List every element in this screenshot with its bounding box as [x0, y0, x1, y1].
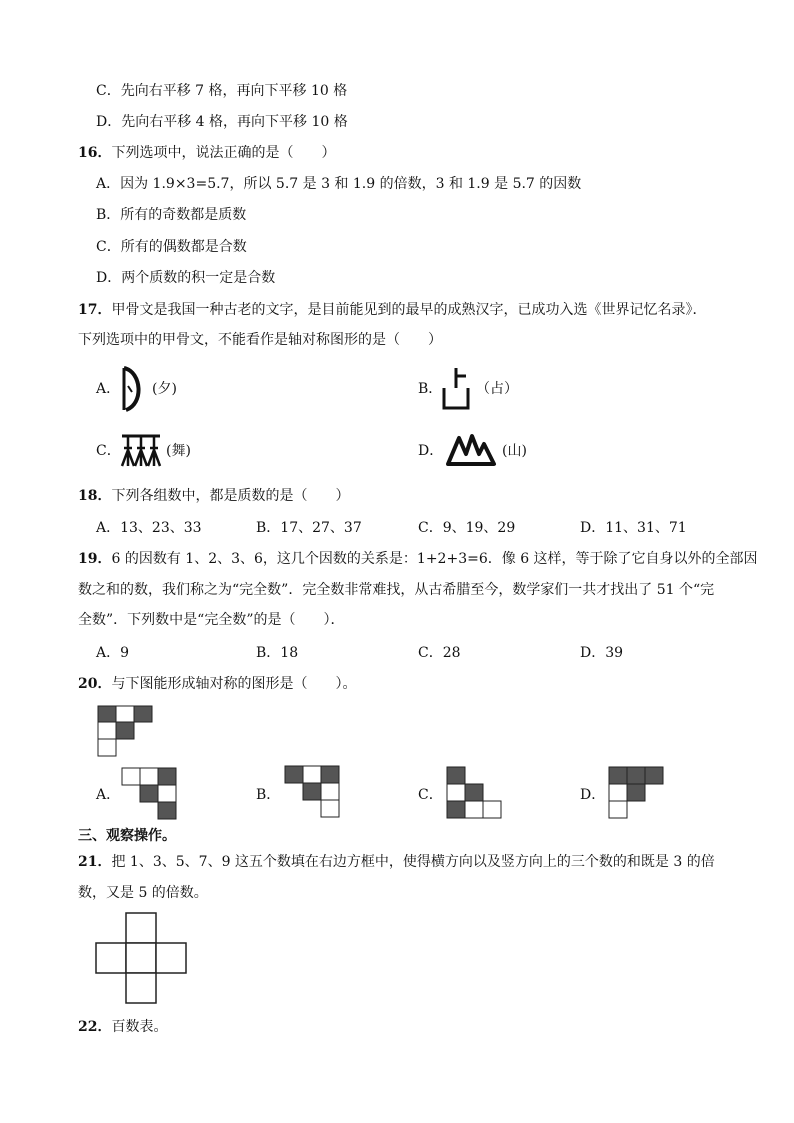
q22-text: 百数表。 — [111, 1019, 168, 1035]
section-3-title: 三、观察操作。 — [78, 828, 176, 844]
q22-number: 22． — [78, 1019, 112, 1035]
q17-option-b-label: B． — [418, 381, 443, 397]
q20-option-c-figure — [446, 766, 502, 820]
q20-option-d-figure — [608, 766, 664, 820]
q20-option-c-label: C． — [418, 787, 443, 803]
q21-number: 21． — [78, 854, 112, 870]
q16-number: 16． — [78, 145, 112, 161]
q21-stem-line1 — [78, 852, 715, 872]
q17-option-c-char: (舞) — [166, 443, 191, 459]
q19-option-d: D．39 — [580, 645, 624, 661]
q15-option-d: D．先向右平移 4 格，再向下平移 10 格 — [96, 114, 348, 130]
q17-text-1: 甲骨文是我国一种古老的文字，是目前能见到的最早的成熟汉字，已成功入选《世界记忆名录》． — [111, 302, 707, 318]
q21-text-1: 把 1、3、5、7、9 这五个数填在右边方框中，使得横方向以及竖方向上的三个数的和既是 3 的倍 — [111, 854, 715, 870]
q19-text-1: 6 的因数有 1、2、3、6，这几个因数的关系是：1+2+3=6．像 6 这样，等于除了它自身以外的全部因 — [111, 551, 758, 567]
q17-option-c-label: C． — [96, 443, 121, 459]
q17-option-a-char: (夕) — [152, 381, 177, 397]
q20-option-a-label: A． — [96, 787, 121, 803]
q17-number: 17． — [78, 302, 112, 318]
q19-option-b: B．18 — [256, 645, 299, 661]
q22-stem — [78, 1017, 167, 1037]
q18-stem — [78, 486, 349, 506]
q20-option-b-figure — [284, 765, 340, 819]
q20-reference-figure — [97, 705, 153, 757]
oracle-zhan-glyph — [440, 366, 472, 412]
q20-number: 20． — [78, 676, 112, 692]
q17-option-d-char: (山) — [502, 443, 527, 459]
q20-option-d-label: D． — [580, 787, 606, 803]
q20-option-b-label: B． — [256, 787, 281, 803]
oracle-shan-glyph — [446, 434, 496, 468]
q16-text: 下列选项中，说法正确的是（ ） — [111, 145, 336, 161]
q19-stem-line3: 全数”．下列数中是“完全数”的是（ ）． — [78, 612, 345, 628]
q18-text: 下列各组数中，都是质数的是（ ） — [111, 488, 350, 504]
q17-option-d-label: D． — [418, 443, 444, 459]
q16-option-a: A．因为 1.9×3=5.7，所以 5.7 是 3 和 1.9 的倍数，3 和 1.9 是 5.7 的因数 — [96, 176, 582, 192]
q17-stem-line1 — [78, 300, 706, 320]
q18-number: 18． — [78, 488, 112, 504]
q21-stem-line2: 数，又是 5 的倍数。 — [78, 885, 208, 901]
q19-option-a: A．9 — [96, 645, 130, 661]
q20-stem — [78, 674, 356, 694]
q17-option-b-char: （占） — [476, 381, 518, 397]
q21-cross-grid — [95, 912, 187, 1004]
q15-option-c: C．先向右平移 7 格，再向下平移 10 格 — [96, 83, 348, 99]
q16-option-b: B．所有的奇数都是质数 — [96, 207, 247, 223]
q19-stem-line2: 数之和的数，我们称之为“完全数”．完全数非常难找，从古希腊至今，数学家们一共才找出了 51 个“完 — [78, 582, 715, 598]
q19-option-c: C．28 — [418, 645, 461, 661]
q17-option-a-label: A． — [96, 381, 121, 397]
q18-option-b: B．17、27、37 — [256, 520, 362, 536]
q18-option-a: A．13、23、33 — [96, 520, 202, 536]
q20-text: 与下图能形成轴对称的图形是（ ）。 — [111, 676, 357, 692]
q16-stem — [78, 143, 335, 163]
q18-option-d: D．11、31、71 — [580, 520, 687, 536]
q19-number: 19． — [78, 551, 112, 567]
q16-option-d: D．两个质数的积一定是合数 — [96, 270, 276, 286]
oracle-xi-glyph — [118, 364, 148, 414]
q16-option-c: C．所有的偶数都是合数 — [96, 239, 247, 255]
q18-option-c: C．9、19、29 — [418, 520, 516, 536]
oracle-wu-glyph — [120, 430, 162, 470]
q17-stem-line2: 下列选项中的甲骨文，不能看作是轴对称图形的是（ ） — [78, 332, 442, 348]
q20-option-a-figure — [121, 767, 177, 821]
q19-stem-line1 — [78, 549, 758, 569]
